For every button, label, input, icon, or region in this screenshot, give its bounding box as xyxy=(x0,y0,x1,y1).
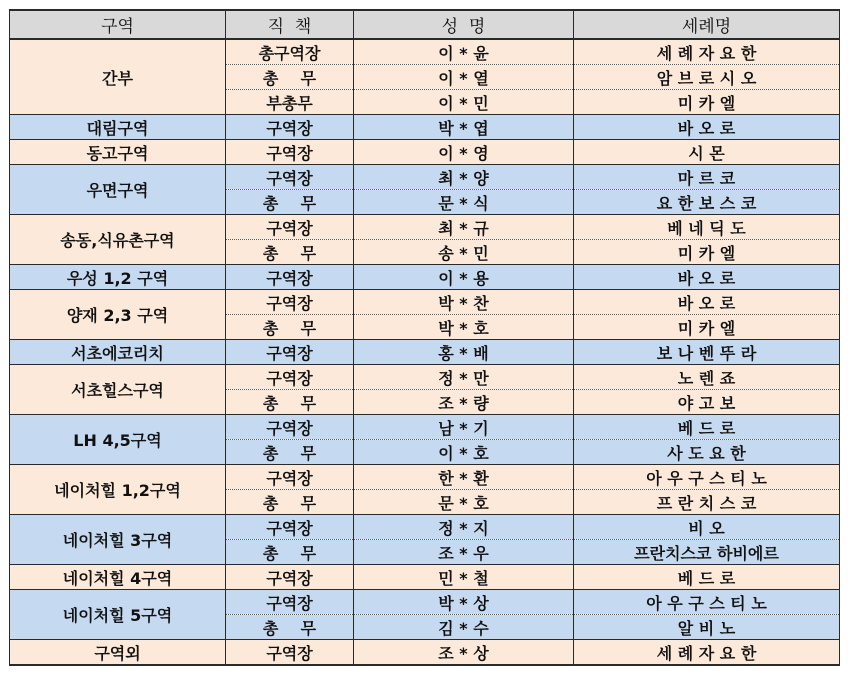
member-name-cell: 박 * 호 xyxy=(354,315,574,340)
baptismal-name-cell: 베 드 로 xyxy=(574,565,840,590)
roster-row xyxy=(10,340,840,365)
member-name-cell: 박 * 엽 xyxy=(354,115,574,140)
roster-body xyxy=(10,39,840,665)
baptismal-name-cell: 요 한 보 스 코 xyxy=(574,190,840,215)
zone-roster-table xyxy=(9,9,840,666)
baptismal-name-cell: 아 우 구 스 티 노 xyxy=(574,465,840,490)
member-name-cell: 송 * 민 xyxy=(354,240,574,265)
title-cell: 총 무 xyxy=(226,240,354,265)
baptismal-name-cell: 미 카 엘 xyxy=(574,90,840,115)
header-zone: 구역 xyxy=(10,10,226,39)
title-cell: 구역장 xyxy=(226,290,354,315)
baptismal-name-cell: 보 나 벤 뚜 라 xyxy=(574,340,840,365)
title-cell: 총 무 xyxy=(226,540,354,565)
member-name-cell: 문 * 식 xyxy=(354,190,574,215)
member-name-cell: 박 * 찬 xyxy=(354,290,574,315)
title-cell: 구역장 xyxy=(226,365,354,390)
title-cell: 구역장 xyxy=(226,140,354,165)
title-cell: 구역장 xyxy=(226,515,354,540)
roster-row xyxy=(10,165,840,190)
zone-cell: 네이처힐 5구역 xyxy=(10,590,226,640)
zone-cell: 구역외 xyxy=(10,640,226,666)
title-cell: 구역장 xyxy=(226,590,354,615)
member-name-cell: 이 * 열 xyxy=(354,65,574,90)
baptismal-name-cell: 알 비 노 xyxy=(574,615,840,640)
baptismal-name-cell: 세 례 자 요 한 xyxy=(574,39,840,65)
zone-cell: 네이처힐 1,2구역 xyxy=(10,465,226,515)
title-cell: 총 무 xyxy=(226,315,354,340)
member-name-cell: 이 * 민 xyxy=(354,90,574,115)
zone-cell: 동고구역 xyxy=(10,140,226,165)
zone-cell: 네이처힐 3구역 xyxy=(10,515,226,565)
zone-cell: 우성 1,2 구역 xyxy=(10,265,226,290)
zone-cell: LH 4,5구역 xyxy=(10,415,226,465)
title-cell: 구역장 xyxy=(226,565,354,590)
baptismal-name-cell: 사 도 요 한 xyxy=(574,440,840,465)
title-cell: 총 무 xyxy=(226,440,354,465)
title-cell: 구역장 xyxy=(226,465,354,490)
member-name-cell: 조 * 량 xyxy=(354,390,574,415)
baptismal-name-cell: 세 례 자 요 한 xyxy=(574,640,840,666)
title-cell: 총 무 xyxy=(226,615,354,640)
baptismal-name-cell: 프 란 치 스 코 xyxy=(574,490,840,515)
header-name: 성 명 xyxy=(354,10,574,39)
roster-row xyxy=(10,590,840,615)
roster-row xyxy=(10,115,840,140)
roster-row xyxy=(10,365,840,390)
baptismal-name-cell: 바 오 로 xyxy=(574,265,840,290)
header-title: 직 책 xyxy=(226,10,354,39)
roster-row xyxy=(10,39,840,65)
title-cell: 구역장 xyxy=(226,415,354,440)
baptismal-name-cell: 노 렌 죠 xyxy=(574,365,840,390)
roster-row xyxy=(10,215,840,240)
zone-cell: 간부 xyxy=(10,39,226,115)
header-baptismal-name: 세례명 xyxy=(574,10,840,39)
baptismal-name-cell: 바 오 로 xyxy=(574,115,840,140)
roster-row xyxy=(10,565,840,590)
baptismal-name-cell: 야 고 보 xyxy=(574,390,840,415)
title-cell: 구역장 xyxy=(226,640,354,666)
baptismal-name-cell: 마 르 코 xyxy=(574,165,840,190)
zone-cell: 네이처힐 4구역 xyxy=(10,565,226,590)
baptismal-name-cell: 비 오 xyxy=(574,515,840,540)
zone-cell: 서초힐스구역 xyxy=(10,365,226,415)
member-name-cell: 이 * 영 xyxy=(354,140,574,165)
roster-row xyxy=(10,290,840,315)
header-row xyxy=(10,10,840,39)
baptismal-name-cell: 프란치스코 하비에르 xyxy=(574,540,840,565)
baptismal-name-cell: 미 카 엘 xyxy=(574,315,840,340)
title-cell: 총 무 xyxy=(226,390,354,415)
roster-row xyxy=(10,640,840,666)
title-cell: 구역장 xyxy=(226,340,354,365)
zone-cell: 양재 2,3 구역 xyxy=(10,290,226,340)
baptismal-name-cell: 베 네 딕 도 xyxy=(574,215,840,240)
roster-row xyxy=(10,140,840,165)
baptismal-name-cell: 아 우 구 스 티 노 xyxy=(574,590,840,615)
baptismal-name-cell: 시 몬 xyxy=(574,140,840,165)
title-cell: 부총무 xyxy=(226,90,354,115)
member-name-cell: 민 * 철 xyxy=(354,565,574,590)
member-name-cell: 조 * 상 xyxy=(354,640,574,666)
zone-cell: 서초에코리치 xyxy=(10,340,226,365)
member-name-cell: 홍 * 배 xyxy=(354,340,574,365)
title-cell: 총 무 xyxy=(226,65,354,90)
member-name-cell: 정 * 만 xyxy=(354,365,574,390)
zone-cell: 우면구역 xyxy=(10,165,226,215)
zone-cell: 송동,식유촌구역 xyxy=(10,215,226,265)
zone-roster-sheet xyxy=(9,9,839,666)
baptismal-name-cell: 미 카 엘 xyxy=(574,240,840,265)
title-cell: 구역장 xyxy=(226,165,354,190)
member-name-cell: 이 * 용 xyxy=(354,265,574,290)
member-name-cell: 정 * 지 xyxy=(354,515,574,540)
title-cell: 총 무 xyxy=(226,190,354,215)
member-name-cell: 최 * 양 xyxy=(354,165,574,190)
member-name-cell: 이 * 윤 xyxy=(354,39,574,65)
member-name-cell: 박 * 상 xyxy=(354,590,574,615)
member-name-cell: 문 * 호 xyxy=(354,490,574,515)
baptismal-name-cell: 베 드 로 xyxy=(574,415,840,440)
title-cell: 총구역장 xyxy=(226,39,354,65)
member-name-cell: 조 * 우 xyxy=(354,540,574,565)
member-name-cell: 이 * 호 xyxy=(354,440,574,465)
member-name-cell: 남 * 기 xyxy=(354,415,574,440)
zone-cell: 대림구역 xyxy=(10,115,226,140)
member-name-cell: 김 * 수 xyxy=(354,615,574,640)
member-name-cell: 최 * 규 xyxy=(354,215,574,240)
title-cell: 구역장 xyxy=(226,265,354,290)
roster-row xyxy=(10,415,840,440)
roster-row xyxy=(10,465,840,490)
title-cell: 총 무 xyxy=(226,490,354,515)
baptismal-name-cell: 암 브 로 시 오 xyxy=(574,65,840,90)
roster-row xyxy=(10,265,840,290)
title-cell: 구역장 xyxy=(226,115,354,140)
member-name-cell: 한 * 환 xyxy=(354,465,574,490)
roster-row xyxy=(10,515,840,540)
title-cell: 구역장 xyxy=(226,215,354,240)
baptismal-name-cell: 바 오 로 xyxy=(574,290,840,315)
